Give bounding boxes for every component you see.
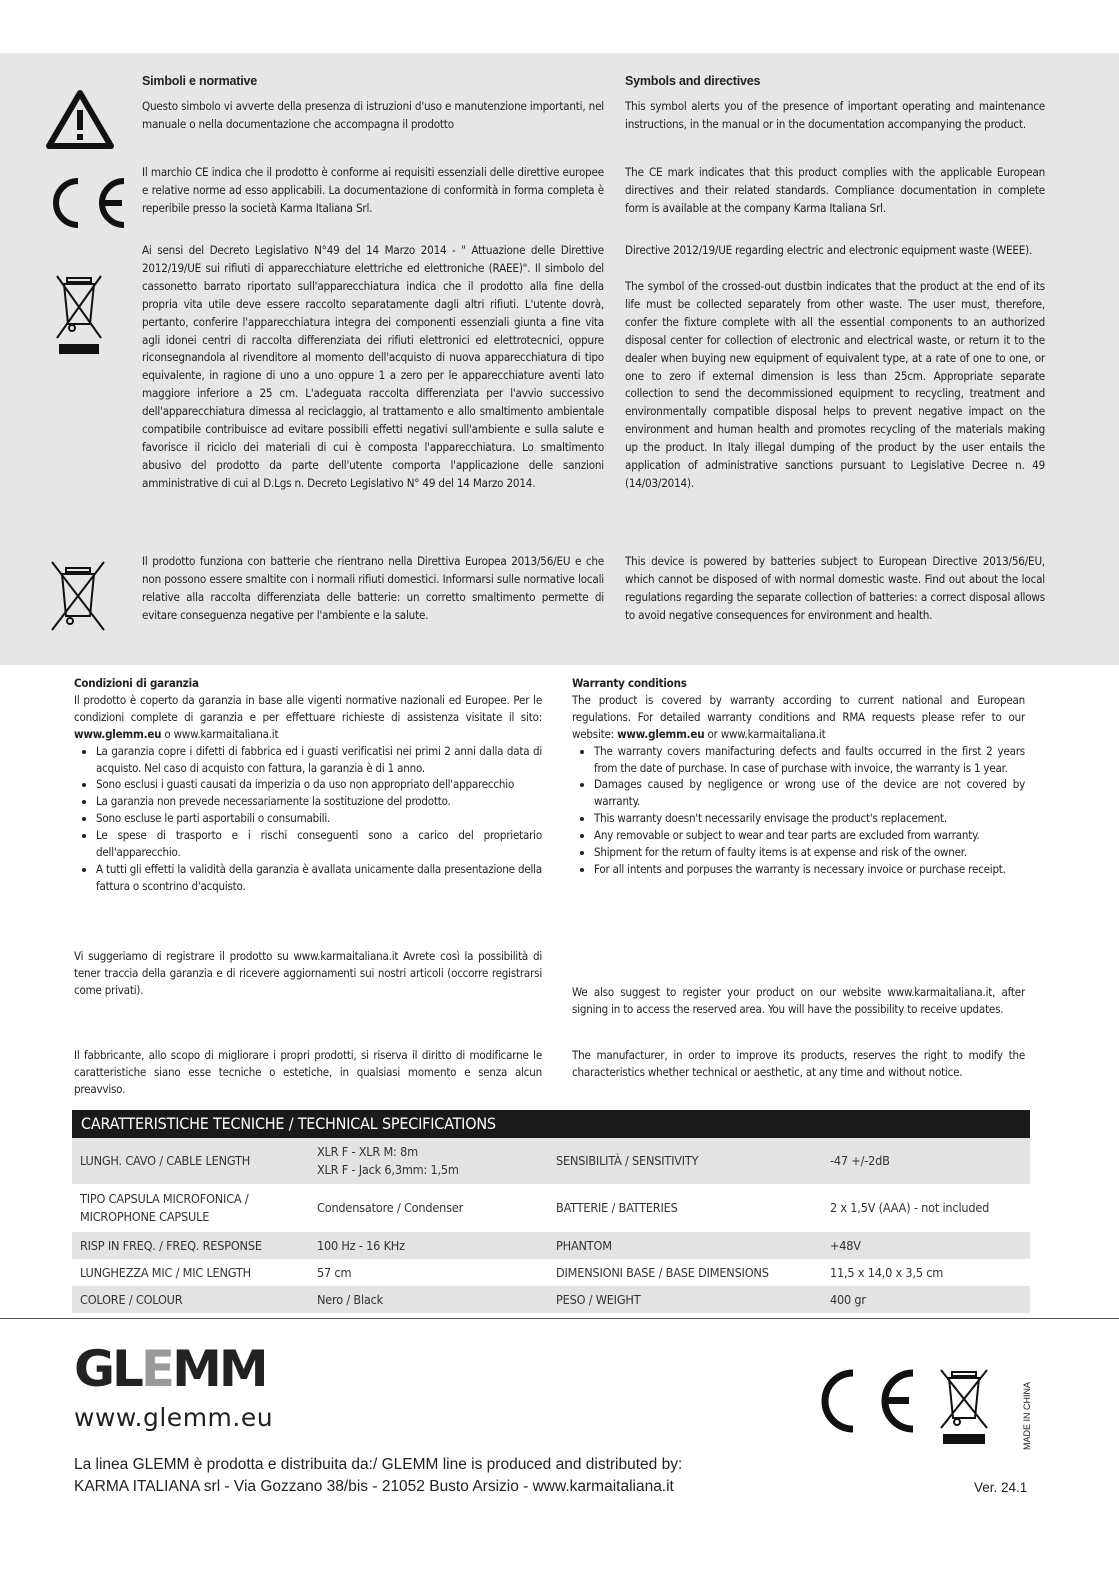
warning-text-it: Questo simbolo vi avverte della presenza di istruzioni d'uso e manutenzione importanti, nel manuale o nella documentazione che accompagna il prodotto (142, 99, 604, 131)
spec-label: LUNGH. CAVO / CABLE LENGTH (72, 1138, 309, 1184)
ce-mark-icon (40, 173, 130, 233)
weee-crossed-bin-icon (55, 268, 103, 356)
weee-crossed-bin-icon (938, 1366, 990, 1446)
spec-label: DIMENSIONI BASE / BASE DIMENSIONS (556, 1264, 769, 1280)
symbols-heading-en: Symbols and directives (625, 74, 761, 88)
table-row (72, 1259, 1030, 1286)
symbols-heading-it: Simboli e normative (142, 74, 257, 88)
spec-value-line: XLR F - Jack 6,3mm: 1,5m (317, 1162, 459, 1177)
spec-label-line: MICROPHONE CAPSULE (80, 1209, 210, 1224)
glemm-logo (74, 1340, 266, 1398)
spec-value: 2 x 1,5V (AAA) - not included (830, 1200, 990, 1215)
specs-table (72, 1138, 1030, 1313)
list-item: • Shipment for the return of faulty items is at expense and risk of the owner. (594, 844, 1025, 861)
footer-divider (0, 1318, 1119, 1319)
link-sep-en: or (707, 726, 718, 741)
version-label: Ver. 24.1 (974, 1480, 1028, 1495)
list-item: • La garanzia copre i difetti di fabbrica ed i guasti verificatisi nei primi 2 anni dalla data di acquisto. Nel caso di acquisto con fattura, la garanzia è di 1 anno. (96, 743, 542, 777)
battery-text-it: Il prodotto funziona con batterie che rientrano nella Direttiva Europea 2013/56/EU e che non possono essere smaltite con i normali rifiuti domestici. Informarsi sulle normative locali relative alla raccolta differenziata delle batterie: un corretto smaltimento permette di evitare conseguenza negative per l'ambiente e la salute. (142, 554, 604, 622)
list-item: • Le spese di trasporto e i rischi conseguenti sono a carico del proprietario dell'apparecchio. (96, 827, 542, 861)
list-item: • A tutti gli effetti la validità della garanzia è avallata unicamente dalla presentazione della fattura o scontrino d'acquisto. (96, 861, 542, 895)
manufacturer-text-en: The manufacturer, in order to improve its products, reserves the right to modify the characteristics whether technical or aesthetic, at any time and without notice. (572, 1048, 1025, 1079)
glemm-link-it[interactable]: www.glemm.eu (74, 726, 162, 741)
register-text-en: We also suggest to register your product on our website www.karmaitaliana.it, after signing in to access the reserved area. You will have the possibility to receive updates. (572, 985, 1025, 1016)
spec-value: Condensatore / Condenser (317, 1200, 464, 1215)
warranty-intro-text-it: Il prodotto è coperto da garanzia in base alle vigenti normative nazionali ed Europee. Per le condizioni complete di garanzia e per effettuare richieste di assistenza visitate il sito: (74, 692, 542, 724)
manufacturer-text-it: Il fabbricante, allo scopo di migliorare i propri prodotti, si riserva il diritto di modificarne le caratteristiche siano esse tecniche o estetiche, in qualsiasi momento e senza alcun preavviso. (74, 1048, 542, 1096)
warranty-intro-en (572, 692, 1025, 743)
specs-title: CARATTERISTICHE TECNICHE / TECHNICAL SPECIFICATIONS (72, 1110, 1030, 1138)
distributor-line-2: KARMA ITALIANA srl - Via Gozzano 38/bis - 21052 Busto Arsizio - www.karmaitaliana.it (74, 1478, 674, 1495)
link-sep-it: o (164, 726, 171, 741)
spec-value-line: XLR F - XLR M: 8m (317, 1144, 418, 1159)
spec-label: SENSIBILITÀ / SENSITIVITY (548, 1138, 822, 1184)
spec-label: PESO / WEIGHT (548, 1286, 822, 1313)
karma-link-it[interactable]: www.karmaitaliana.it (173, 726, 279, 741)
symbols-section (0, 53, 1119, 665)
battery-crossed-bin-icon (50, 558, 106, 634)
warranty-intro-text-en: The product is covered by warranty according to current national and European regulations. For detailed warranty conditions and RMA requests please refer to our website: (572, 692, 1025, 741)
warranty-intro-it (74, 692, 542, 743)
logo-part: E (140, 1340, 173, 1398)
warranty-list-en (572, 743, 1025, 878)
ce-text-it: Il marchio CE indica che il prodotto è conforme ai requisiti essenziali delle direttive europee e relative norme ad esso applicabili. La documentazione di conformità in forma completa è reperibile presso la società Karma Italiana Srl. (142, 165, 604, 215)
spec-value: 100 Hz - 16 KHz (309, 1232, 548, 1259)
spec-value (309, 1138, 548, 1184)
spec-label: LUNGHEZZA MIC / MIC LENGTH (80, 1264, 251, 1280)
made-in-china-label (1010, 1365, 1040, 1455)
warranty-en (572, 675, 1025, 878)
made-in-text: MADE IN CHINA (1022, 1381, 1032, 1450)
warranty-heading-it: Condizioni di garanzia (74, 676, 199, 690)
spec-label (72, 1184, 309, 1232)
spec-label: COLORE / COLOUR (72, 1286, 309, 1313)
distributor-line-1: La linea GLEMM è prodotta e distribuita da:/ GLEMM line is produced and distributed by: (74, 1456, 683, 1473)
list-item: • La garanzia non prevede necessariamente la sostituzione del prodotto. (96, 793, 542, 810)
ce-text-en: The CE mark indicates that this product complies with the applicable European directives and their related standards. Compliance documentation in complete form is available at the company Karma Italiana Srl. (625, 165, 1045, 215)
warning-triangle-icon (45, 88, 115, 152)
spec-label: PHANTOM (548, 1232, 822, 1259)
list-item: • The warranty covers manifacturing defects and faults occurred in the first 2 years from the date of purchase. In case of purchase with invoice, the warranty is 1 year. (594, 743, 1025, 777)
list-item: • This warranty doesn't necessarily envisage the product's replacement. (594, 810, 1025, 827)
warranty-list-it (74, 743, 542, 895)
logo-part: GL (74, 1340, 141, 1398)
table-row (72, 1232, 1030, 1259)
logo-part: MM (172, 1340, 266, 1398)
spec-value: +48V (822, 1232, 1030, 1259)
spec-label-line: TIPO CAPSULA MICROFONICA / (80, 1191, 249, 1206)
list-item: • Damages caused by negligence or wrong use of the device are not covered by warranty. (594, 776, 1025, 810)
list-item: • Sono escluse le parti asportabili o consumabili. (96, 810, 542, 827)
warranty-it (74, 675, 542, 895)
spec-value: -47 +/-2dB (822, 1138, 1030, 1184)
glemm-link-en[interactable]: www.glemm.eu (617, 726, 705, 741)
spec-value: 57 cm (317, 1264, 352, 1280)
list-item: • Sono esclusi i guasti causati da imperizia o da uso non appropriato dell'apparecchio (96, 776, 542, 793)
weee-text-en: The symbol of the crossed-out dustbin indicates that the product at the end of its life must be collected separately from other waste. The user must, therefore, confer the fixture complete with all the essential components to an authorized disposal center for collection of electronic and electrical waste, or return it to the dealer when buying new equipment of equivalent type, at a rate of one to one, or one to zero if external dimension is less than 25cm. Appropriate separate collection to send the decommissioned equipment to recycling, treatment and environmentally compatible disposal helps to prevent negative impact on the environment and human health and promotes recycling of the materials making up the product. In Italy illegal dumping of the product by the user entails the application of administrative sanctions pursuant to Legislative Decree n. 49 (14/03/2014). (625, 279, 1045, 490)
weee-text-it: Ai sensi del Decreto Legislativo N°49 del 14 Marzo 2014 - " Attuazione delle Direttive 2012/19/UE sui rifiuti di apparecchiature elettriche ed elettroniche (RAEE)". Il simbolo del cassonetto barrato riportato sull'apparecchiatura indica che il prodotto alla fine della propria vita utile deve essere raccolto separatamente dagli altri rifiuti. L'utente dovrà, pertanto, conferire l'apparecchiatura integra dei componenti essenziali giunta a fine vita agli idonei centri di raccolta differenziata dei rifiuti elettronici ed elettrotecnici, oppure riconsegnandola al rivenditore al momento dell'acquisto di nuova apparecchiatura di tipo equivalente, in ragione di uno a uno oppure 1 a zero per le apparecchiature aventi lato maggiore inferiore a 25 cm. L'adeguata raccolta differenziata per l'avvio successivo dell'apparecchiatura dimessa al reciclaggio, al trattamento e allo smaltimento ambientale compatibile contribuisce ad evitare possibili effetti negativi sull'ambiente e sulla salute e favorisce il riciclo dei materiali di cui è composta l'apparecchiatura. Lo smaltimento abusivo del prodotto da parte dell'utente comporta l'applicazione delle sanzioni amministrative di cui al D.Lgs n. Decreto Legislativo N° 49 del 14 Marzo 2014. (142, 243, 604, 490)
ce-mark-icon (805, 1365, 920, 1437)
warning-text-en: This symbol alerts you of the presence of important operating and maintenance instructions, in the manual or in the documentation accompanying the product. (625, 99, 1045, 131)
spec-label: BATTERIE / BATTERIES (556, 1200, 678, 1215)
spec-label: RISP IN FREQ. / FREQ. RESPONSE (72, 1232, 309, 1259)
register-text-it: Vi suggeriamo di registrare il prodotto su www.karmaitaliana.it Avrete così la possibilità di tener traccia della garanzia e di ricevere aggiornamenti sui nostri articoli (occorre registrarsi come privati). (74, 949, 542, 997)
battery-text-en: This device is powered by batteries subject to European Directive 2013/56/EU, which cannot be disposed of with normal domestic waste. Find out about the local regulations regarding the separate collection of batteries: a correct disposal allows to avoid negative consequences for environment and health. (625, 554, 1045, 622)
karma-link-en[interactable]: www.karmaitaliana.it (720, 726, 826, 741)
weee-title-en: Directive 2012/19/UE regarding electric and electronic equipment waste (WEEE). (625, 243, 1033, 257)
footer-url[interactable]: www.glemm.eu (74, 1403, 274, 1432)
list-item: • For all intents and porpuses the warranty is necessary invoice or purchase receipt. (594, 861, 1025, 878)
table-row (72, 1138, 1030, 1184)
table-row (72, 1184, 1030, 1232)
warranty-heading-en: Warranty conditions (572, 676, 687, 690)
table-row (72, 1286, 1030, 1313)
spec-value: Nero / Black (309, 1286, 548, 1313)
spec-value: 11,5 x 14,0 x 3,5 cm (830, 1264, 944, 1280)
list-item: • Any removable or subject to wear and tear parts are excluded from warranty. (594, 827, 1025, 844)
spec-value: 400 gr (822, 1286, 1030, 1313)
